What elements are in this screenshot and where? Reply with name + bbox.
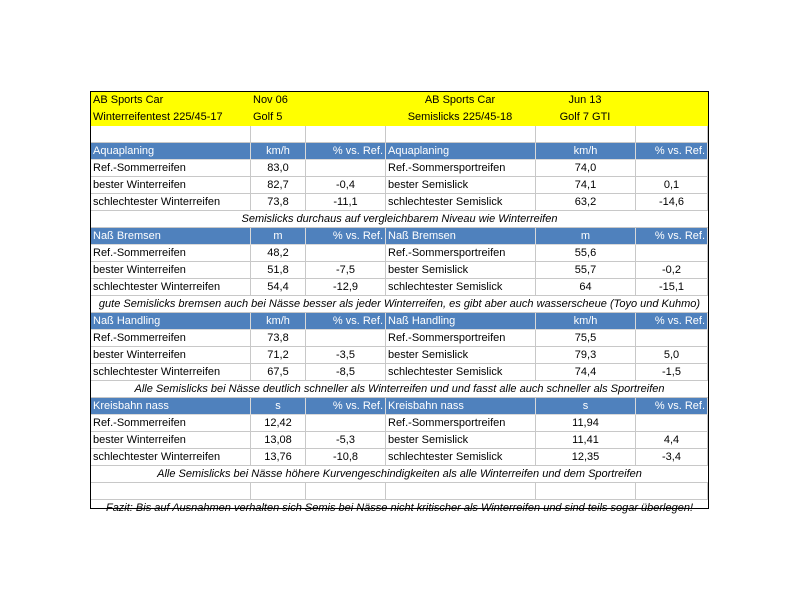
left-unit[interactable]: s (251, 398, 306, 415)
header-row-1 (91, 92, 708, 109)
right-pct[interactable]: -1,5 (636, 364, 708, 381)
table-row (91, 194, 708, 211)
left-row-label[interactable]: bester Winterreifen (91, 262, 251, 279)
right-value[interactable]: 63,2 (536, 194, 636, 211)
right-value[interactable]: 55,6 (536, 245, 636, 262)
table-row (91, 262, 708, 279)
section-header (91, 143, 708, 160)
left-value[interactable]: 54,4 (251, 279, 306, 296)
right-pct-header[interactable]: % vs. Ref. (636, 143, 708, 160)
empty-cell[interactable] (636, 126, 708, 143)
right-row-label[interactable]: Ref.-Sommersportreifen (386, 160, 536, 177)
right-row-label[interactable]: bester Semislick (386, 177, 536, 194)
right-title[interactable]: AB Sports Car (424, 94, 496, 106)
table-row (91, 330, 708, 347)
left-car[interactable]: Golf 5 (253, 111, 283, 123)
left-row-label[interactable]: bester Winterreifen (91, 432, 251, 449)
left-pct[interactable]: -7,5 (306, 262, 386, 279)
right-section-name[interactable]: Aquaplaning (386, 143, 536, 160)
right-pct[interactable] (636, 160, 708, 177)
right-row-label[interactable]: bester Semislick (386, 262, 536, 279)
right-row-label[interactable]: bester Semislick (386, 432, 536, 449)
left-row-label[interactable]: schlechtester Winterreifen (91, 449, 251, 466)
header-row-2 (91, 109, 708, 126)
right-value[interactable]: 11,94 (536, 415, 636, 432)
right-pct[interactable]: -3,4 (636, 449, 708, 466)
left-date[interactable]: Nov 06 (253, 94, 288, 106)
section-note[interactable]: gute Semislicks bremsen auch bei Nässe besser als jeder Winterreifen, es gibt aber auch wasserscheue (Toyo und Kuhmo) (91, 296, 708, 313)
table-row (91, 279, 708, 296)
section-note[interactable]: Alle Semislicks bei Nässe deutlich schneller als Winterreifen und und fasst alle auch schneller als Sportreifen (91, 381, 708, 398)
section-note[interactable]: Semislicks durchaus auf vergleichbarem Niveau wie Winterreifen (91, 211, 708, 228)
left-row-label[interactable]: schlechtester Winterreifen (91, 194, 251, 211)
left-value[interactable]: 67,5 (251, 364, 306, 381)
left-value[interactable]: 13,76 (251, 449, 306, 466)
left-pct[interactable]: -0,4 (306, 177, 386, 194)
table-row (91, 364, 708, 381)
left-pct-header[interactable]: % vs. Ref. (306, 398, 386, 415)
left-pct[interactable]: -3,5 (306, 347, 386, 364)
empty-cell[interactable] (306, 483, 386, 500)
empty-cell[interactable] (251, 126, 306, 143)
left-section-name[interactable]: Naß Bremsen (91, 228, 251, 245)
left-pct-header[interactable]: % vs. Ref. (306, 143, 386, 160)
empty-cell[interactable] (91, 483, 251, 500)
right-pct[interactable]: -0,2 (636, 262, 708, 279)
left-pct[interactable]: -12,9 (306, 279, 386, 296)
section-header (91, 398, 708, 415)
left-pct-header[interactable]: % vs. Ref. (306, 313, 386, 330)
right-value[interactable]: 75,5 (536, 330, 636, 347)
left-pct[interactable]: -8,5 (306, 364, 386, 381)
left-value[interactable]: 83,0 (251, 160, 306, 177)
right-unit[interactable]: km/h (536, 143, 636, 160)
left-section-name[interactable]: Aquaplaning (91, 143, 251, 160)
empty-cell[interactable] (536, 126, 636, 143)
left-title[interactable]: AB Sports Car (93, 94, 164, 106)
empty-cell[interactable] (251, 483, 306, 500)
left-pct[interactable] (306, 330, 386, 347)
table-row (91, 347, 708, 364)
empty-cell[interactable] (386, 483, 536, 500)
left-section-name[interactable]: Kreisbahn nass (91, 398, 251, 415)
left-unit[interactable]: km/h (251, 313, 306, 330)
right-value[interactable]: 12,35 (536, 449, 636, 466)
right-value[interactable]: 74,1 (536, 177, 636, 194)
table-row (91, 245, 708, 262)
left-unit[interactable]: km/h (251, 143, 306, 160)
left-value[interactable]: 13,08 (251, 432, 306, 449)
section-header (91, 313, 708, 330)
conclusion-text[interactable]: Fazit: Bis auf Ausnahmen verhalten sich Semis bei Nässe nicht kritischer als Winterreifen und sind teils sogar überlegen! (105, 502, 694, 514)
right-value[interactable]: 74,0 (536, 160, 636, 177)
right-pct[interactable]: -14,6 (636, 194, 708, 211)
empty-cell[interactable] (91, 126, 251, 143)
left-value[interactable]: 71,2 (251, 347, 306, 364)
left-unit[interactable]: m (251, 228, 306, 245)
right-value[interactable]: 55,7 (536, 262, 636, 279)
right-row-label[interactable]: schlechtester Semislick (386, 449, 536, 466)
table-row (91, 160, 708, 177)
left-row-label[interactable]: Ref.-Sommerreifen (91, 160, 251, 177)
spreadsheet (90, 91, 709, 514)
left-section-name[interactable]: Naß Handling (91, 313, 251, 330)
right-section-name[interactable]: Kreisbahn nass (386, 398, 536, 415)
right-date[interactable]: Jun 13 (568, 94, 602, 106)
right-pct-header[interactable]: % vs. Ref. (636, 228, 708, 245)
right-pct-header[interactable]: % vs. Ref. (636, 313, 708, 330)
left-value[interactable]: 73,8 (251, 194, 306, 211)
right-unit[interactable]: s (536, 398, 636, 415)
right-unit[interactable]: km/h (536, 313, 636, 330)
empty-cell[interactable] (386, 126, 536, 143)
right-value[interactable]: 79,3 (536, 347, 636, 364)
right-unit[interactable]: m (536, 228, 636, 245)
table-row (91, 432, 708, 449)
left-value[interactable]: 48,2 (251, 245, 306, 262)
left-row-label[interactable]: bester Winterreifen (91, 177, 251, 194)
spacer-row (91, 483, 708, 500)
left-pct[interactable] (306, 415, 386, 432)
right-subtitle[interactable]: Semislicks 225/45-18 (407, 111, 513, 123)
section-note[interactable]: Alle Semislicks bei Nässe höhere Kurvengeschindigkeiten als alle Winterreifen und dem Sportreifen (91, 466, 708, 483)
right-pct-header[interactable]: % vs. Ref. (636, 398, 708, 415)
right-row-label[interactable]: schlechtester Semislick (386, 279, 536, 296)
right-pct[interactable] (636, 415, 708, 432)
right-row-label[interactable]: Ref.-Sommersportreifen (386, 245, 536, 262)
section-header (91, 228, 708, 245)
right-row-label[interactable]: Ref.-Sommersportreifen (386, 330, 536, 347)
empty-cell[interactable] (636, 483, 708, 500)
left-row-label[interactable]: Ref.-Sommerreifen (91, 245, 251, 262)
left-value[interactable]: 51,8 (251, 262, 306, 279)
left-pct[interactable]: -5,3 (306, 432, 386, 449)
right-value[interactable]: 74,4 (536, 364, 636, 381)
left-pct[interactable] (306, 160, 386, 177)
right-pct[interactable]: 0,1 (636, 177, 708, 194)
right-value[interactable]: 11,41 (536, 432, 636, 449)
table-row (91, 415, 708, 432)
left-row-label[interactable]: bester Winterreifen (91, 347, 251, 364)
right-row-label[interactable]: Ref.-Sommersportreifen (386, 415, 536, 432)
right-pct[interactable]: 4,4 (636, 432, 708, 449)
left-value[interactable]: 73,8 (251, 330, 306, 347)
table-row (91, 449, 708, 466)
right-pct[interactable]: -15,1 (636, 279, 708, 296)
empty-cell[interactable] (536, 483, 636, 500)
right-pct[interactable] (636, 330, 708, 347)
left-row-label[interactable]: Ref.-Sommerreifen (91, 415, 251, 432)
right-row-label[interactable]: bester Semislick (386, 347, 536, 364)
right-car[interactable]: Golf 7 GTI (559, 111, 611, 123)
spacer-row (91, 126, 708, 143)
right-row-label[interactable]: schlechtester Semislick (386, 364, 536, 381)
left-pct[interactable]: -11,1 (306, 194, 386, 211)
empty-cell[interactable] (306, 126, 386, 143)
right-pct[interactable]: 5,0 (636, 347, 708, 364)
left-value[interactable]: 82,7 (251, 177, 306, 194)
left-row-label[interactable]: schlechtester Winterreifen (91, 279, 251, 296)
left-row-label[interactable]: Ref.-Sommerreifen (91, 330, 251, 347)
table-row (91, 177, 708, 194)
left-subtitle[interactable]: Winterreifentest 225/45-17 (93, 111, 223, 123)
right-section-name[interactable]: Naß Handling (386, 313, 536, 330)
left-row-label[interactable]: schlechtester Winterreifen (91, 364, 251, 381)
right-pct[interactable] (636, 245, 708, 262)
left-pct[interactable]: -10,8 (306, 449, 386, 466)
right-value[interactable]: 64 (536, 279, 636, 296)
left-pct-header[interactable]: % vs. Ref. (306, 228, 386, 245)
left-pct[interactable] (306, 245, 386, 262)
right-section-name[interactable]: Naß Bremsen (386, 228, 536, 245)
left-value[interactable]: 12,42 (251, 415, 306, 432)
right-row-label[interactable]: schlechtester Semislick (386, 194, 536, 211)
